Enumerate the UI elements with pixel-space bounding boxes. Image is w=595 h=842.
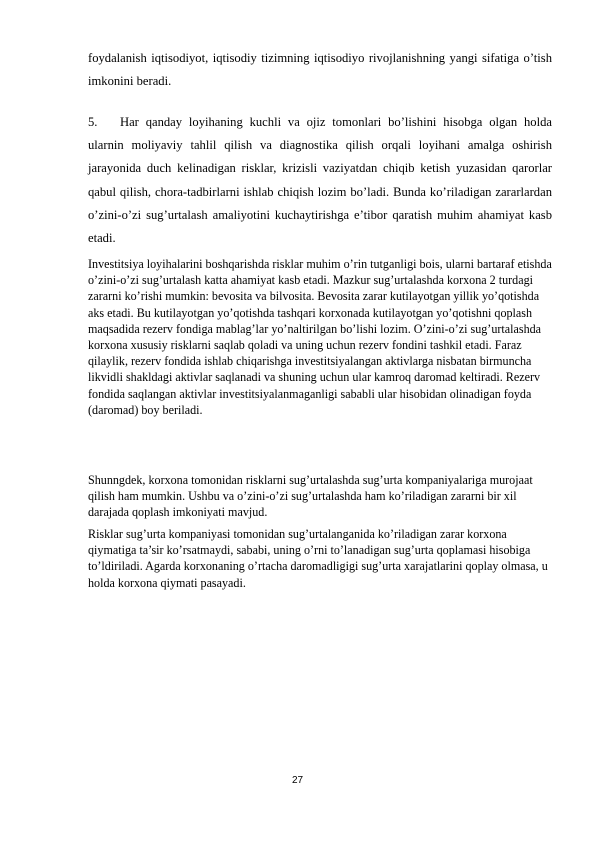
page-number: 27 [291, 775, 304, 786]
paragraph-shuningdek: Shunngdek, korxona tomonidan risklarni sug’urtalashda sug’urta kompaniyalariga murojaat qilish ham mumkin. Ushbu va o’zini-o’zi sug’urtalashda ham ko’riladigan zararni bir xil darajada qoplash imkoniyati mavjud. [88, 473, 533, 520]
paragraph-five [88, 111, 552, 250]
paragraph-five-number: 5. [88, 115, 98, 129]
paragraph-investitsiya: Investitsiya loyihalarini boshqarishda risklar muhim o’rin tutganligi bois, ularni bartaraf etishda o’zini-o’zi sug’urtalash katta ahamiyat kasb etadi. Mazkur sug’urtalashda korxona 2 turdagi zararni ko’rishi mumkin: bevosita va bilvosita. Bevosita zarar kutilayotgan yillik yo’qotishda aks etadi. Bu kutilayotgan yo’qotishda tashqari korxonada kutilayotgan yo’qotishni qoplash maqsadida rezerv fondiga mablag’lar yo’naltirilgan bo’lishi lozim. O’zini-o’zi sug’urtalashda korxona xususiy risklarni saqlab qoladi va uning uchun rezerv fondini tashkil etadi. Faraz qilaylik, rezerv fondida ishlab chiqarishga investitsiyalangan aktivlarga nisbatan birmuncha likvidli shakldagi aktivlar saqlanadi va shuning uchun ular kamroq daromad keltiradi. Rezerv fondida saqlangan aktivlar investitsiyalanmaganligi sababli ular hisobidan olinadigan foyda (daromad) boy beriladi. [88, 257, 552, 417]
paragraph-five-text: Har qanday loyihaning kuchli va ojiz tomonlari bo’lishini hisobga olgan holda ularnin moliyaviy tahlil qilish va diagnostika qilish orqali loyihani amalga oshirish jarayonida duch kelinadigan risklar, krizisli vaziyatdan chiqib ketish yuzasidan qarorlar qabul qilish, chora-tadbirlarni ishlab chiqish lozim bo’ladi. Bunda ko’riladigan zararlardan o’zini-o’zi sug’urtalash amaliyotini kuchaytirishga e’tibor qaratish muhim ahamiyat kasb etadi. [88, 115, 552, 246]
paragraph-risklar: Risklar sug’urta kompaniyasi tomonidan sug’urtalanganida ko’riladigan zarar korxona qiymatiga ta’sir ko’rsatmaydi, sababi, uning o’rni to’lanadigan sug’urta qoplamasi hisobiga to’ldiriladi. Agarda korxonaning o’rtacha daromadligigi sug’urta xarajatlarini qoplay olmasa, u holda korxona qiymati pasayadi. [88, 527, 548, 590]
paragraph-intro: foydalanish iqtisodiyot, iqtisodiy tizimning iqtisodiyo rivojlanishning yangi sifatiga o’tish imkonini beradi. [88, 51, 552, 89]
